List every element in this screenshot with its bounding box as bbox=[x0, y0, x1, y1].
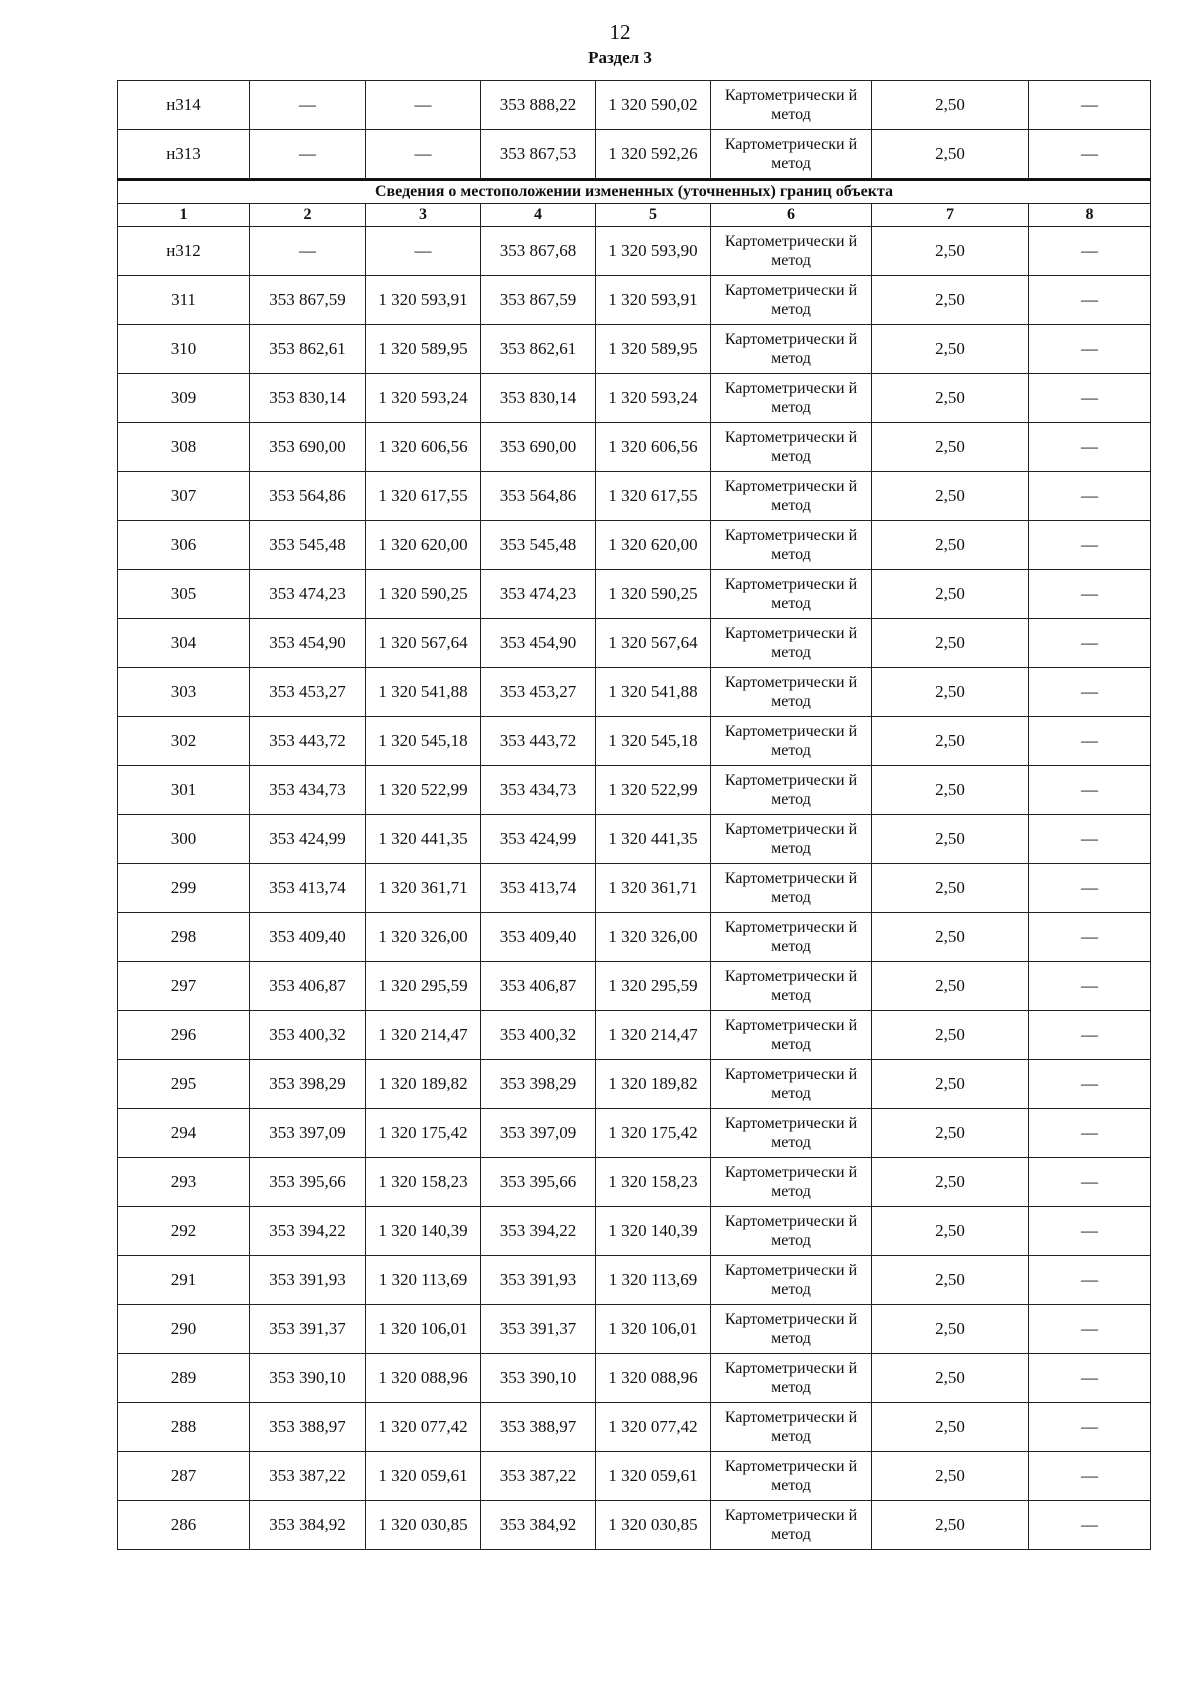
old-y-cell: 1 320 175,42 bbox=[366, 1109, 481, 1158]
new-y-cell: 1 320 113,69 bbox=[596, 1256, 711, 1305]
method-cell: Картометрически й метод bbox=[711, 1011, 872, 1060]
description-cell: — bbox=[1029, 374, 1151, 423]
table-row bbox=[118, 423, 1151, 472]
point-number-cell: 299 bbox=[118, 864, 250, 913]
description-cell: — bbox=[1029, 130, 1151, 180]
method-cell: Картометрически й метод bbox=[711, 1305, 872, 1354]
method-cell: Картометрически й метод bbox=[711, 864, 872, 913]
new-x-cell: 353 867,53 bbox=[481, 130, 596, 180]
method-cell: Картометрически й метод bbox=[711, 913, 872, 962]
table-row bbox=[118, 374, 1151, 423]
point-number-cell: 303 bbox=[118, 668, 250, 717]
description-cell: — bbox=[1029, 1011, 1151, 1060]
description-cell: — bbox=[1029, 227, 1151, 276]
description-cell: — bbox=[1029, 81, 1151, 130]
table-row bbox=[118, 1011, 1151, 1060]
new-y-cell: 1 320 617,55 bbox=[596, 472, 711, 521]
old-x-cell: 353 397,09 bbox=[250, 1109, 366, 1158]
description-cell: — bbox=[1029, 1354, 1151, 1403]
table-row bbox=[118, 1452, 1151, 1501]
old-y-cell: 1 320 030,85 bbox=[366, 1501, 481, 1550]
new-x-cell: 353 391,37 bbox=[481, 1305, 596, 1354]
new-x-cell: 353 390,10 bbox=[481, 1354, 596, 1403]
precision-cell: 2,50 bbox=[872, 374, 1029, 423]
description-cell: — bbox=[1029, 1256, 1151, 1305]
precision-cell: 2,50 bbox=[872, 1501, 1029, 1550]
description-cell: — bbox=[1029, 1452, 1151, 1501]
column-number: 1 bbox=[118, 204, 250, 227]
old-y-cell: 1 320 106,01 bbox=[366, 1305, 481, 1354]
point-number-cell: 291 bbox=[118, 1256, 250, 1305]
column-number: 5 bbox=[596, 204, 711, 227]
method-cell: Картометрически й метод bbox=[711, 325, 872, 374]
new-x-cell: 353 387,22 bbox=[481, 1452, 596, 1501]
description-cell: — bbox=[1029, 619, 1151, 668]
old-x-cell: 353 474,23 bbox=[250, 570, 366, 619]
precision-cell: 2,50 bbox=[872, 668, 1029, 717]
column-number: 2 bbox=[250, 204, 366, 227]
table-row bbox=[118, 1109, 1151, 1158]
new-y-cell: 1 320 620,00 bbox=[596, 521, 711, 570]
precision-cell: 2,50 bbox=[872, 1207, 1029, 1256]
table-row bbox=[118, 1207, 1151, 1256]
precision-cell: 2,50 bbox=[872, 766, 1029, 815]
precision-cell: 2,50 bbox=[872, 130, 1029, 180]
precision-cell: 2,50 bbox=[872, 1403, 1029, 1452]
new-x-cell: 353 443,72 bbox=[481, 717, 596, 766]
column-number: 6 bbox=[711, 204, 872, 227]
new-x-cell: 353 564,86 bbox=[481, 472, 596, 521]
new-y-cell: 1 320 593,91 bbox=[596, 276, 711, 325]
new-y-cell: 1 320 059,61 bbox=[596, 1452, 711, 1501]
old-x-cell: 353 398,29 bbox=[250, 1060, 366, 1109]
point-number-cell: 301 bbox=[118, 766, 250, 815]
old-y-cell: 1 320 113,69 bbox=[366, 1256, 481, 1305]
top-rows bbox=[118, 81, 1151, 180]
new-x-cell: 353 398,29 bbox=[481, 1060, 596, 1109]
method-cell: Картометрически й метод bbox=[711, 472, 872, 521]
old-x-cell: 353 424,99 bbox=[250, 815, 366, 864]
method-cell: Картометрически й метод bbox=[711, 815, 872, 864]
new-x-cell: 353 434,73 bbox=[481, 766, 596, 815]
method-cell: Картометрически й метод bbox=[711, 1403, 872, 1452]
section-heading: Сведения о местоположении измененных (уточненных) границ объекта bbox=[118, 180, 1151, 204]
description-cell: — bbox=[1029, 913, 1151, 962]
point-number-cell: 307 bbox=[118, 472, 250, 521]
new-x-cell: 353 384,92 bbox=[481, 1501, 596, 1550]
description-cell: — bbox=[1029, 1501, 1151, 1550]
table-row bbox=[118, 668, 1151, 717]
new-y-cell: 1 320 441,35 bbox=[596, 815, 711, 864]
old-x-cell: 353 384,92 bbox=[250, 1501, 366, 1550]
table-row bbox=[118, 1060, 1151, 1109]
point-number-cell: 292 bbox=[118, 1207, 250, 1256]
new-y-cell: 1 320 295,59 bbox=[596, 962, 711, 1011]
new-y-cell: 1 320 189,82 bbox=[596, 1060, 711, 1109]
old-y-cell: 1 320 589,95 bbox=[366, 325, 481, 374]
method-cell: Картометрически й метод bbox=[711, 766, 872, 815]
description-cell: — bbox=[1029, 325, 1151, 374]
column-number: 3 bbox=[366, 204, 481, 227]
new-x-cell: 353 690,00 bbox=[481, 423, 596, 472]
method-cell: Картометрически й метод bbox=[711, 1109, 872, 1158]
method-cell: Картометрически й метод bbox=[711, 717, 872, 766]
method-cell: Картометрически й метод bbox=[711, 619, 872, 668]
method-cell: Картометрически й метод bbox=[711, 130, 872, 180]
point-number-cell: 295 bbox=[118, 1060, 250, 1109]
old-x-cell: 353 400,32 bbox=[250, 1011, 366, 1060]
table-row bbox=[118, 913, 1151, 962]
table-row bbox=[118, 472, 1151, 521]
new-x-cell: 353 867,68 bbox=[481, 227, 596, 276]
new-x-cell: 353 454,90 bbox=[481, 619, 596, 668]
table-row bbox=[118, 227, 1151, 276]
description-cell: — bbox=[1029, 815, 1151, 864]
section-heading-body bbox=[118, 180, 1151, 227]
new-x-cell: 353 830,14 bbox=[481, 374, 596, 423]
old-y-cell: 1 320 441,35 bbox=[366, 815, 481, 864]
precision-cell: 2,50 bbox=[872, 570, 1029, 619]
table-row bbox=[118, 1403, 1151, 1452]
table-row bbox=[118, 717, 1151, 766]
old-x-cell: 353 690,00 bbox=[250, 423, 366, 472]
method-cell: Картометрически й метод bbox=[711, 81, 872, 130]
method-cell: Картометрически й метод bbox=[711, 570, 872, 619]
old-x-cell: 353 406,87 bbox=[250, 962, 366, 1011]
new-x-cell: 353 545,48 bbox=[481, 521, 596, 570]
table-row bbox=[118, 962, 1151, 1011]
column-number: 4 bbox=[481, 204, 596, 227]
old-y-cell: 1 320 606,56 bbox=[366, 423, 481, 472]
new-x-cell: 353 395,66 bbox=[481, 1158, 596, 1207]
precision-cell: 2,50 bbox=[872, 1109, 1029, 1158]
precision-cell: 2,50 bbox=[872, 913, 1029, 962]
point-number-cell: 300 bbox=[118, 815, 250, 864]
old-x-cell: 353 388,97 bbox=[250, 1403, 366, 1452]
new-y-cell: 1 320 590,02 bbox=[596, 81, 711, 130]
old-x-cell: 353 545,48 bbox=[250, 521, 366, 570]
old-x-cell: 353 391,93 bbox=[250, 1256, 366, 1305]
precision-cell: 2,50 bbox=[872, 619, 1029, 668]
point-number-cell: 287 bbox=[118, 1452, 250, 1501]
table-row bbox=[118, 570, 1151, 619]
new-x-cell: 353 862,61 bbox=[481, 325, 596, 374]
old-y-cell: 1 320 617,55 bbox=[366, 472, 481, 521]
new-y-cell: 1 320 326,00 bbox=[596, 913, 711, 962]
table-row bbox=[118, 1158, 1151, 1207]
table-row bbox=[118, 1354, 1151, 1403]
precision-cell: 2,50 bbox=[872, 276, 1029, 325]
method-cell: Картометрически й метод bbox=[711, 1354, 872, 1403]
precision-cell: 2,50 bbox=[872, 81, 1029, 130]
point-number-cell: 305 bbox=[118, 570, 250, 619]
old-y-cell: 1 320 522,99 bbox=[366, 766, 481, 815]
description-cell: — bbox=[1029, 570, 1151, 619]
precision-cell: 2,50 bbox=[872, 1256, 1029, 1305]
column-numbers-row bbox=[118, 204, 1151, 227]
description-cell: — bbox=[1029, 1109, 1151, 1158]
method-cell: Картометрически й метод bbox=[711, 276, 872, 325]
point-number-cell: н312 bbox=[118, 227, 250, 276]
precision-cell: 2,50 bbox=[872, 815, 1029, 864]
point-number-cell: 310 bbox=[118, 325, 250, 374]
table-row bbox=[118, 130, 1151, 180]
new-y-cell: 1 320 361,71 bbox=[596, 864, 711, 913]
new-x-cell: 353 888,22 bbox=[481, 81, 596, 130]
precision-cell: 2,50 bbox=[872, 325, 1029, 374]
new-y-cell: 1 320 030,85 bbox=[596, 1501, 711, 1550]
method-cell: Картометрически й метод bbox=[711, 1501, 872, 1550]
new-y-cell: 1 320 593,90 bbox=[596, 227, 711, 276]
old-x-cell: 353 409,40 bbox=[250, 913, 366, 962]
method-cell: Картометрически й метод bbox=[711, 668, 872, 717]
method-cell: Картометрически й метод bbox=[711, 1158, 872, 1207]
old-y-cell: 1 320 140,39 bbox=[366, 1207, 481, 1256]
table-row bbox=[118, 864, 1151, 913]
old-x-cell: — bbox=[250, 227, 366, 276]
new-x-cell: 353 388,97 bbox=[481, 1403, 596, 1452]
column-number: 8 bbox=[1029, 204, 1151, 227]
page-number: 12 bbox=[609, 20, 631, 44]
precision-cell: 2,50 bbox=[872, 472, 1029, 521]
old-y-cell: 1 320 214,47 bbox=[366, 1011, 481, 1060]
description-cell: — bbox=[1029, 423, 1151, 472]
precision-cell: 2,50 bbox=[872, 1354, 1029, 1403]
point-number-cell: н314 bbox=[118, 81, 250, 130]
point-number-cell: 304 bbox=[118, 619, 250, 668]
old-y-cell: 1 320 620,00 bbox=[366, 521, 481, 570]
description-cell: — bbox=[1029, 668, 1151, 717]
old-x-cell: 353 454,90 bbox=[250, 619, 366, 668]
old-y-cell: 1 320 189,82 bbox=[366, 1060, 481, 1109]
old-x-cell: 353 391,37 bbox=[250, 1305, 366, 1354]
old-x-cell: 353 395,66 bbox=[250, 1158, 366, 1207]
description-cell: — bbox=[1029, 1060, 1151, 1109]
new-y-cell: 1 320 214,47 bbox=[596, 1011, 711, 1060]
table-row bbox=[118, 1305, 1151, 1354]
section-title: Раздел 3 bbox=[588, 48, 652, 67]
new-y-cell: 1 320 541,88 bbox=[596, 668, 711, 717]
table-row bbox=[118, 325, 1151, 374]
method-cell: Картометрически й метод bbox=[711, 1207, 872, 1256]
table-row bbox=[118, 766, 1151, 815]
old-y-cell: 1 320 541,88 bbox=[366, 668, 481, 717]
old-y-cell: 1 320 158,23 bbox=[366, 1158, 481, 1207]
old-y-cell: — bbox=[366, 227, 481, 276]
table-row bbox=[118, 521, 1151, 570]
new-x-cell: 353 424,99 bbox=[481, 815, 596, 864]
old-x-cell: 353 443,72 bbox=[250, 717, 366, 766]
old-x-cell: 353 434,73 bbox=[250, 766, 366, 815]
new-y-cell: 1 320 522,99 bbox=[596, 766, 711, 815]
description-cell: — bbox=[1029, 1158, 1151, 1207]
precision-cell: 2,50 bbox=[872, 1158, 1029, 1207]
point-number-cell: 294 bbox=[118, 1109, 250, 1158]
new-y-cell: 1 320 567,64 bbox=[596, 619, 711, 668]
description-cell: — bbox=[1029, 1403, 1151, 1452]
old-x-cell: 353 564,86 bbox=[250, 472, 366, 521]
new-y-cell: 1 320 592,26 bbox=[596, 130, 711, 180]
description-cell: — bbox=[1029, 521, 1151, 570]
point-number-cell: 290 bbox=[118, 1305, 250, 1354]
table-row bbox=[118, 815, 1151, 864]
old-x-cell: — bbox=[250, 130, 366, 180]
point-number-cell: 286 bbox=[118, 1501, 250, 1550]
old-x-cell: — bbox=[250, 81, 366, 130]
new-x-cell: 353 409,40 bbox=[481, 913, 596, 962]
old-y-cell: 1 320 545,18 bbox=[366, 717, 481, 766]
new-y-cell: 1 320 175,42 bbox=[596, 1109, 711, 1158]
method-cell: Картометрически й метод bbox=[711, 1452, 872, 1501]
new-y-cell: 1 320 589,95 bbox=[596, 325, 711, 374]
precision-cell: 2,50 bbox=[872, 1305, 1029, 1354]
point-number-cell: 293 bbox=[118, 1158, 250, 1207]
point-number-cell: н313 bbox=[118, 130, 250, 180]
point-number-cell: 288 bbox=[118, 1403, 250, 1452]
precision-cell: 2,50 bbox=[872, 227, 1029, 276]
description-cell: — bbox=[1029, 864, 1151, 913]
old-x-cell: 353 830,14 bbox=[250, 374, 366, 423]
description-cell: — bbox=[1029, 1207, 1151, 1256]
old-y-cell: 1 320 088,96 bbox=[366, 1354, 481, 1403]
old-y-cell: 1 320 295,59 bbox=[366, 962, 481, 1011]
point-number-cell: 296 bbox=[118, 1011, 250, 1060]
method-cell: Картометрически й метод bbox=[711, 1256, 872, 1305]
new-x-cell: 353 453,27 bbox=[481, 668, 596, 717]
method-cell: Картометрически й метод bbox=[711, 1060, 872, 1109]
old-y-cell: 1 320 593,91 bbox=[366, 276, 481, 325]
table-row bbox=[118, 1501, 1151, 1550]
old-y-cell: 1 320 326,00 bbox=[366, 913, 481, 962]
old-x-cell: 353 394,22 bbox=[250, 1207, 366, 1256]
old-y-cell: 1 320 361,71 bbox=[366, 864, 481, 913]
method-cell: Картометрически й метод bbox=[711, 521, 872, 570]
old-y-cell: 1 320 059,61 bbox=[366, 1452, 481, 1501]
method-cell: Картометрически й метод bbox=[711, 227, 872, 276]
column-number: 7 bbox=[872, 204, 1029, 227]
point-number-cell: 306 bbox=[118, 521, 250, 570]
section-heading-row bbox=[118, 180, 1151, 204]
old-x-cell: 353 387,22 bbox=[250, 1452, 366, 1501]
old-x-cell: 353 867,59 bbox=[250, 276, 366, 325]
old-y-cell: — bbox=[366, 81, 481, 130]
description-cell: — bbox=[1029, 962, 1151, 1011]
new-x-cell: 353 474,23 bbox=[481, 570, 596, 619]
new-x-cell: 353 413,74 bbox=[481, 864, 596, 913]
coordinates-table bbox=[117, 80, 1151, 1550]
method-cell: Картометрически й метод bbox=[711, 423, 872, 472]
new-y-cell: 1 320 545,18 bbox=[596, 717, 711, 766]
old-y-cell: 1 320 077,42 bbox=[366, 1403, 481, 1452]
old-y-cell: — bbox=[366, 130, 481, 180]
new-y-cell: 1 320 077,42 bbox=[596, 1403, 711, 1452]
precision-cell: 2,50 bbox=[872, 864, 1029, 913]
point-number-cell: 311 bbox=[118, 276, 250, 325]
new-y-cell: 1 320 606,56 bbox=[596, 423, 711, 472]
new-x-cell: 353 394,22 bbox=[481, 1207, 596, 1256]
point-number-cell: 309 bbox=[118, 374, 250, 423]
precision-cell: 2,50 bbox=[872, 1060, 1029, 1109]
method-cell: Картометрически й метод bbox=[711, 962, 872, 1011]
point-number-cell: 308 bbox=[118, 423, 250, 472]
table-row bbox=[118, 276, 1151, 325]
old-y-cell: 1 320 593,24 bbox=[366, 374, 481, 423]
precision-cell: 2,50 bbox=[872, 1452, 1029, 1501]
old-y-cell: 1 320 590,25 bbox=[366, 570, 481, 619]
precision-cell: 2,50 bbox=[872, 521, 1029, 570]
description-cell: — bbox=[1029, 766, 1151, 815]
new-x-cell: 353 406,87 bbox=[481, 962, 596, 1011]
new-x-cell: 353 391,93 bbox=[481, 1256, 596, 1305]
method-cell: Картометрически й метод bbox=[711, 374, 872, 423]
point-number-cell: 297 bbox=[118, 962, 250, 1011]
old-x-cell: 353 413,74 bbox=[250, 864, 366, 913]
description-cell: — bbox=[1029, 472, 1151, 521]
old-x-cell: 353 453,27 bbox=[250, 668, 366, 717]
old-y-cell: 1 320 567,64 bbox=[366, 619, 481, 668]
point-number-cell: 289 bbox=[118, 1354, 250, 1403]
precision-cell: 2,50 bbox=[872, 717, 1029, 766]
table-row bbox=[118, 1256, 1151, 1305]
description-cell: — bbox=[1029, 276, 1151, 325]
description-cell: — bbox=[1029, 717, 1151, 766]
table-row bbox=[118, 81, 1151, 130]
table-row bbox=[118, 619, 1151, 668]
new-y-cell: 1 320 593,24 bbox=[596, 374, 711, 423]
point-number-cell: 302 bbox=[118, 717, 250, 766]
new-y-cell: 1 320 088,96 bbox=[596, 1354, 711, 1403]
precision-cell: 2,50 bbox=[872, 1011, 1029, 1060]
old-x-cell: 353 862,61 bbox=[250, 325, 366, 374]
new-x-cell: 353 397,09 bbox=[481, 1109, 596, 1158]
new-x-cell: 353 867,59 bbox=[481, 276, 596, 325]
new-y-cell: 1 320 106,01 bbox=[596, 1305, 711, 1354]
old-x-cell: 353 390,10 bbox=[250, 1354, 366, 1403]
precision-cell: 2,50 bbox=[872, 962, 1029, 1011]
description-cell: — bbox=[1029, 1305, 1151, 1354]
new-x-cell: 353 400,32 bbox=[481, 1011, 596, 1060]
new-y-cell: 1 320 140,39 bbox=[596, 1207, 711, 1256]
precision-cell: 2,50 bbox=[872, 423, 1029, 472]
new-y-cell: 1 320 158,23 bbox=[596, 1158, 711, 1207]
point-number-cell: 298 bbox=[118, 913, 250, 962]
point-rows bbox=[118, 227, 1151, 1550]
new-y-cell: 1 320 590,25 bbox=[596, 570, 711, 619]
